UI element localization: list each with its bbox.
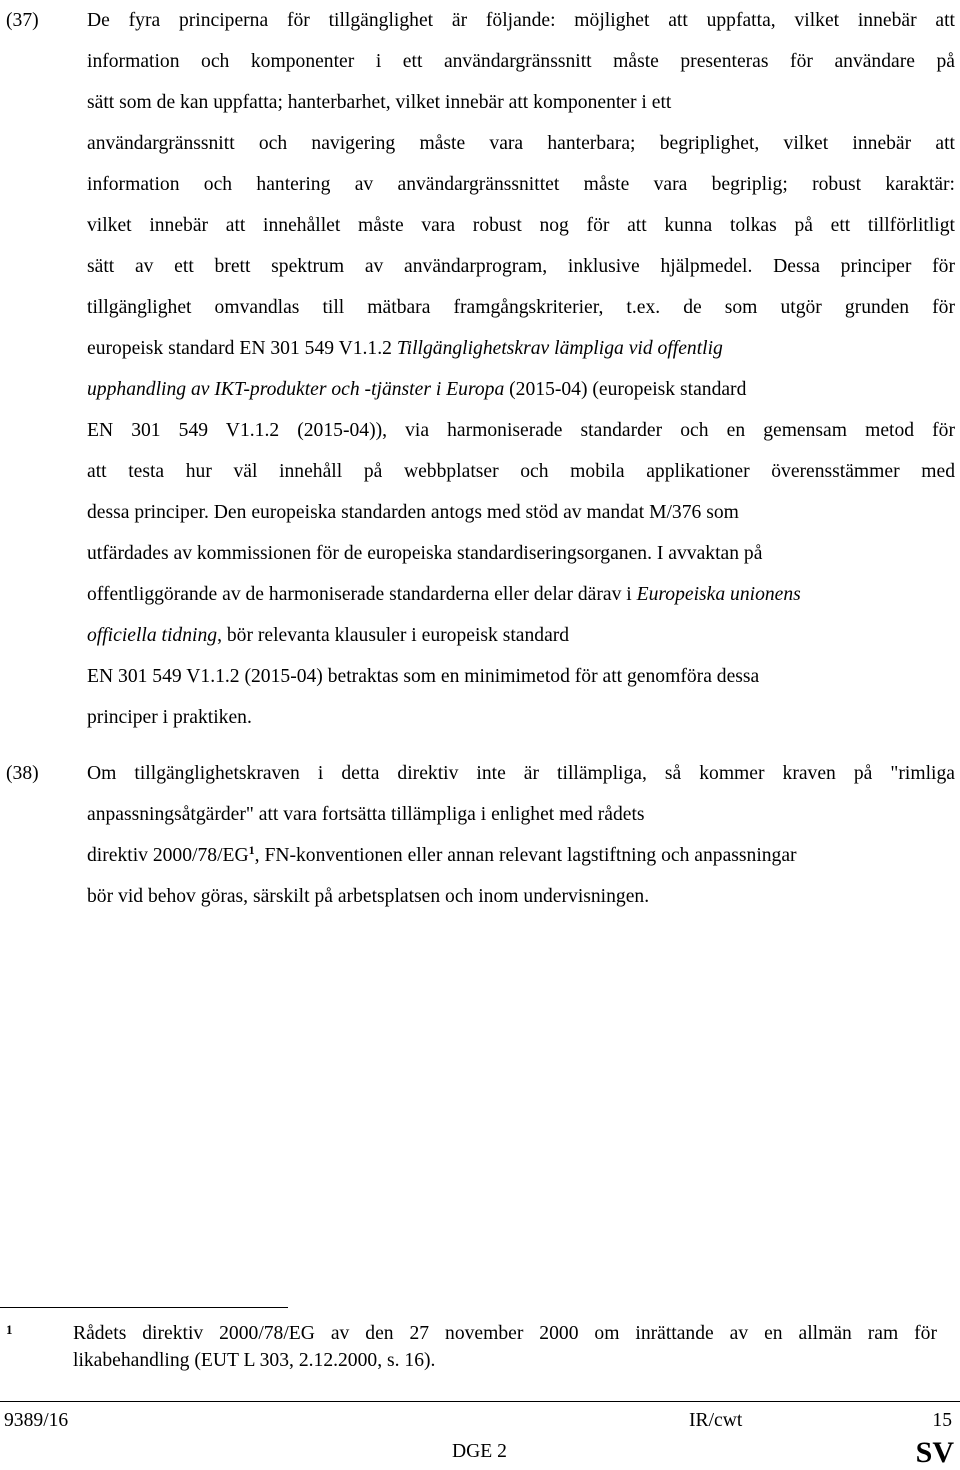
paragraph-number: (37) bbox=[6, 10, 39, 31]
text-line bbox=[87, 835, 797, 876]
text-line: sätt av ett brett spektrum av användarprogram, inklusive hjälpmedel. Dessa principer för bbox=[87, 256, 955, 277]
text-line: anpassningsåtgärder" att vara fortsätta tillämpliga i enlighet med rådets bbox=[87, 804, 645, 825]
text-segment: direktiv 2000/78/EG bbox=[87, 845, 249, 866]
text-line: tillgänglighet omvandlas till mätbara framgångskriterier, t.ex. de som utgör grunden för bbox=[87, 297, 955, 318]
paragraph-number: (38) bbox=[6, 763, 39, 784]
text-line bbox=[87, 574, 801, 615]
text-line: EN 301 549 V1.1.2 (2015-04) betraktas som en minimimetod för att genomföra dessa bbox=[87, 666, 760, 687]
text-line: Om tillgänglighetskraven i detta direktiv inte är tillämpliga, så kommer kraven på "rimliga bbox=[87, 763, 955, 784]
footnote-mark: 1 bbox=[6, 1322, 13, 1337]
text-line: information och komponenter i ett användargränssnitt måste presenteras för användare på bbox=[87, 51, 955, 72]
footnote-text: likabehandling (EUT L 303, 2.12.2000, s. 16). bbox=[73, 1350, 436, 1371]
footer-divider bbox=[0, 1401, 960, 1402]
text-line: utfärdades av kommissionen för de europeiska standardiseringsorganen. I avvaktan på bbox=[87, 543, 763, 564]
standard-title: upphandling av IKT-produkter och -tjänster i Europa bbox=[87, 379, 505, 400]
text-line: De fyra principerna för tillgänglighet är följande: möjlighet att uppfatta, vilket innebär att bbox=[87, 10, 955, 31]
text-line: dessa principer. Den europeiska standarden antogs med stöd av mandat M/376 som bbox=[87, 502, 739, 523]
text-segment: (2015-04) (europeisk standard bbox=[504, 379, 747, 400]
text-segment: offentliggörande av de harmoniserade standarderna eller delar därav i bbox=[87, 584, 637, 605]
footnote-divider bbox=[0, 1307, 288, 1308]
text-line: användargränssnitt och navigering måste vara hanterbara; begriplighet, vilket innebär att bbox=[87, 133, 955, 154]
text-line: att testa hur väl innehåll på webbplatser och mobila applikationer överensstämmer med bbox=[87, 461, 955, 482]
author-reference: IR/cwt bbox=[689, 1410, 743, 1431]
text-segment: , FN-konventionen eller annan relevant lagstiftning och anpassningar bbox=[254, 845, 797, 866]
text-segment: , bör relevanta klausuler i europeisk standard bbox=[217, 625, 570, 646]
text-line: principer i praktiken. bbox=[87, 707, 252, 728]
footnote-reference[interactable]: 1 bbox=[248, 843, 255, 857]
text-line: sätt som de kan uppfatta; hanterbarhet, vilket innebär att komponenter i ett bbox=[87, 92, 672, 113]
language-code: SV bbox=[915, 1436, 954, 1469]
document-number: 9389/16 bbox=[4, 1410, 69, 1431]
text-line: information och hantering av användargränssnittet måste vara begriplig; robust karaktär: bbox=[87, 174, 955, 195]
text-line bbox=[87, 369, 746, 410]
standard-title: Tillgänglighetskrav lämpliga vid offentlig bbox=[396, 338, 723, 359]
journal-title: Europeiska unionens bbox=[636, 584, 801, 605]
standard-reference: europeisk standard EN 301 549 V1.1.2 bbox=[87, 338, 397, 359]
text-line: vilket innebär att innehållet måste vara robust nog för att kunna tolkas på ett tillförlitligt bbox=[87, 215, 955, 236]
footnote-text: Rådets direktiv 2000/78/EG av den 27 november 2000 om inrättande av en allmän ram för bbox=[73, 1323, 937, 1344]
page-number: 15 bbox=[932, 1410, 952, 1431]
directorate-code: DGE 2 bbox=[452, 1441, 507, 1462]
text-line bbox=[87, 328, 723, 369]
journal-title: officiella tidning bbox=[87, 625, 218, 646]
text-line bbox=[87, 615, 569, 656]
text-line: bör vid behov göras, särskilt på arbetsplatsen och inom undervisningen. bbox=[87, 886, 650, 907]
text-line: EN 301 549 V1.1.2 (2015-04)), via harmoniserade standarder och en gemensam metod för bbox=[87, 420, 955, 441]
